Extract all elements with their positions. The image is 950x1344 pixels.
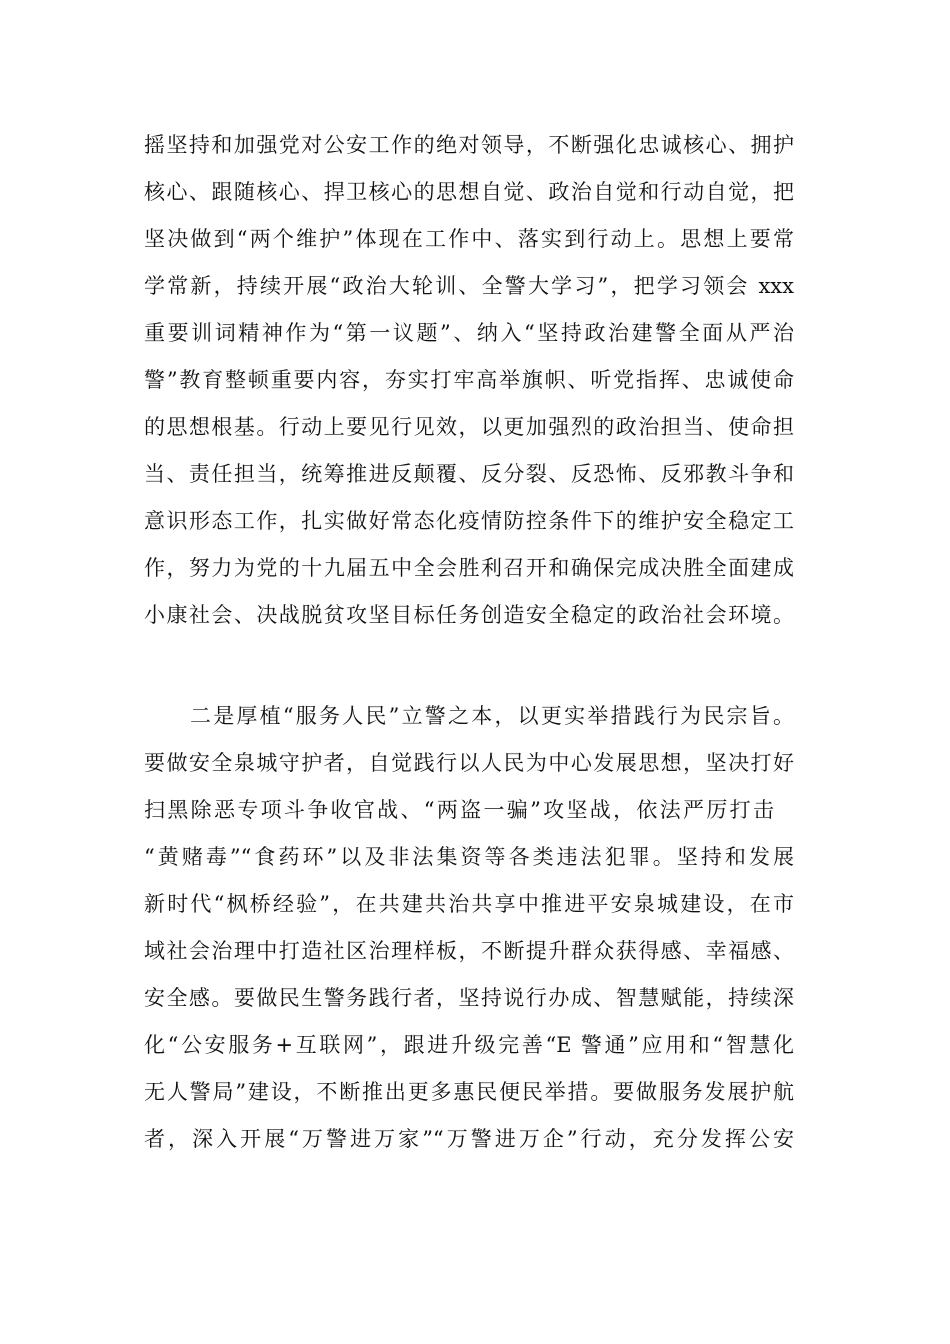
paragraph-1-line-5: 重要训词精神作为“第一议题”、纳入“坚持政治建警全面从严治	[144, 321, 794, 345]
paragraph-2-line-10: 者，深入开展“万警进万家”“万警进万企”行动，充分发挥公安	[144, 1127, 794, 1151]
paragraph-1-line-8: 当、责任担当，统筹推进反颠覆、反分裂、反恐怖、反邪教斗争和	[144, 462, 794, 486]
paragraph-1-line-1: 摇坚持和加强党对公安工作的绝对领导，不断强化忠诚核心、拥护	[144, 133, 794, 157]
paragraph-2-line-8: 化“公安服务+互联网”，跟进升级完善“E 警通”应用和“智慧化	[144, 1033, 794, 1057]
paragraph-2-line-2: 要做安全泉城守护者，自觉践行以人民为中心发展思想，坚决打好	[144, 751, 794, 775]
paragraph-2-line-3: 扫黑除恶专项斗争收官战、“两盗一骗”攻坚战，依法严厉打击	[144, 798, 774, 822]
paragraph-2-line-4: “黄赌毒”“食药环”以及非法集资等各类违法犯罪。坚持和发展	[144, 845, 794, 869]
paragraph-1-line-3: 坚决做到“两个维护”体现在工作中、落实到行动上。思想上要常	[144, 227, 794, 251]
paragraph-1-line-11: 小康社会、决战脱贫攻坚目标任务创造安全稳定的政治社会环境。	[144, 603, 794, 627]
paragraph-2-line-7: 安全感。要做民生警务践行者，坚持说行办成、智慧赋能，持续深	[144, 986, 794, 1010]
paragraph-1-line-9: 意识形态工作，扎实做好常态化疫情防控条件下的维护安全稳定工	[144, 509, 794, 533]
paragraph-1-line-10: 作，努力为党的十九届五中全会胜利召开和确保完成决胜全面建成	[144, 556, 794, 580]
paragraph-2-line-1: 二是厚植“服务人民”立警之本，以更实举措践行为民宗旨。	[190, 704, 794, 728]
paragraph-1-line-2: 核心、跟随核心、捍卫核心的思想自觉、政治自觉和行动自觉，把	[144, 180, 794, 204]
paragraph-2-line-5: 新时代“枫桥经验”，在共建共治共享中推进平安泉城建设，在市	[144, 892, 794, 916]
paragraph-1-line-6: 警”教育整顿重要内容，夯实打牢高举旗帜、听党指挥、忠诚使命	[144, 368, 794, 392]
paragraph-2-line-9: 无人警局”建设，不断推出更多惠民便民举措。要做服务发展护航	[144, 1080, 794, 1104]
paragraph-1-line-7: 的思想根基。行动上要见行见效，以更加强烈的政治担当、使命担	[144, 415, 794, 439]
paragraph-1-line-4: 学常新，持续开展“政治大轮训、全警大学习”，把学习领会 xxx	[144, 274, 794, 298]
paragraph-2-line-6: 域社会治理中打造社区治理样板，不断提升群众获得感、幸福感、	[144, 939, 794, 963]
